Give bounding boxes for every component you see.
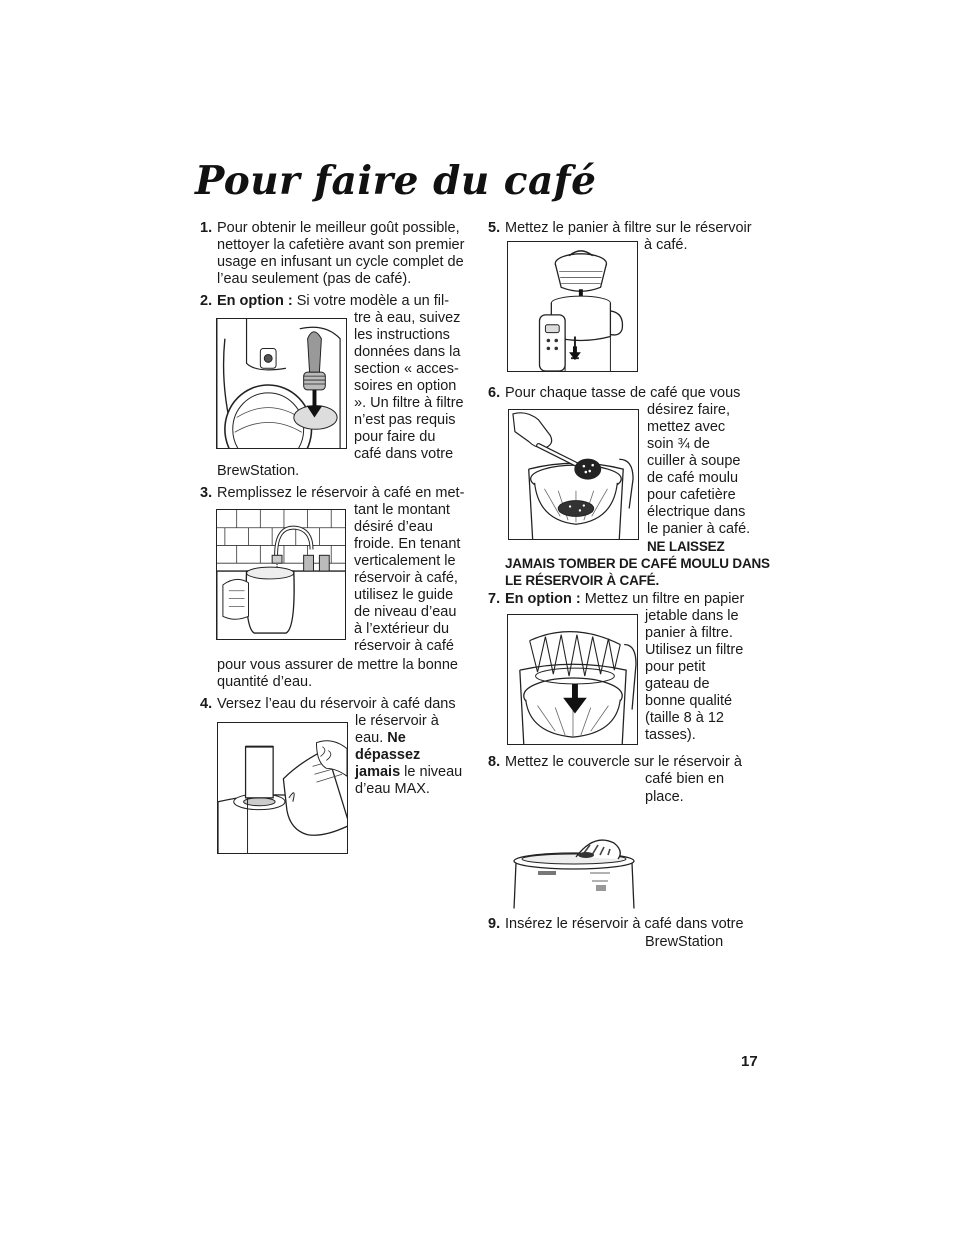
step-3-tail: quantité d’eau. [217,674,313,690]
step-7-number: 7. [488,591,501,607]
step-3-line: utilisez le guide [354,587,454,603]
paper-filter-illustration [507,614,638,745]
step-7-first-rest: Mettez un filtre en papier [580,591,745,607]
step-4-number: 4. [200,696,213,712]
step-4-line-2a: eau. [355,730,388,746]
step-3-line: de niveau d’eau [354,604,457,620]
step-2-first-line [217,293,449,310]
step-2-number: 2. [200,293,213,309]
step-3-first-line: Remplissez le réservoir à café en met- [217,485,465,501]
step-6-line: de café moulu [647,470,739,486]
step-3-line: réservoir à café, [354,570,458,586]
pouring-water-drawing [218,723,347,853]
pouring-water-illustration [217,722,348,854]
step-6-warning: JAMAIS TOMBER DE CAFÉ MOULU DANS [505,556,770,571]
step-7-line: (taille 8 à 12 [645,710,724,726]
faucet-drawing [217,510,345,639]
step-6-line: le panier à café. [647,521,751,537]
step-2-line: café dans votre [354,446,454,462]
step-6-warning: NE LAISSEZ [647,539,725,554]
step-3-tail: pour vous assurer de mettre la bonne [217,657,458,673]
step-1-line: l’eau seulement (pas de café). [217,271,412,287]
step-1-line: nettoyer la cafetière avant son premier [217,237,465,253]
step-4-line-2b: Ne [387,730,406,746]
step-6-warning: LE RÉSERVOIR À CAFÉ. [505,573,660,588]
step-7-line: panier à filtre. [645,625,733,641]
step-2-line: tre à eau, suivez [354,310,461,326]
step-3-line: réservoir à café [354,638,454,654]
step-7-line: pour petit [645,659,706,675]
step-8-first-line: Mettez le couvercle sur le réservoir à [505,754,742,770]
step-4-line-4a: jamais [355,764,401,780]
step-4-line [355,764,462,781]
step-8-line: café bien en [645,771,725,787]
lid-on-reservoir-illustration [510,833,638,909]
step-4-line [355,747,420,764]
step-5-second-line: à café. [644,237,688,253]
step-3-line: à l’extérieur du [354,621,450,637]
step-6-number: 6. [488,385,501,401]
step-4-line: le réservoir à [355,713,439,729]
step-7-line: tasses). [645,727,696,743]
step-2-line: section « acces- [354,361,459,377]
step-9-number: 9. [488,916,501,932]
step-7-line: bonne qualité [645,693,733,709]
step-6-line: mettez avec [647,419,726,435]
step-8-number: 8. [488,754,501,770]
step-4-line: d’eau MAX. [355,781,430,797]
step-6-first-line: Pour chaque tasse de café que vous [505,385,741,401]
step-1-number: 1. [200,220,213,236]
spooning-coffee-illustration [508,409,639,540]
page-number: 17 [741,1053,758,1070]
step-6-line: pour cafetière [647,487,736,503]
step-7-line: Utilisez un filtre [645,642,744,658]
step-8-line: place. [645,789,684,805]
step-1-line: Pour obtenir le meilleur goût possible, [217,220,460,236]
paper-filter-drawing [508,615,637,744]
step-2-tail: BrewStation. [217,463,300,479]
step-5-first-line: Mettez le panier à filtre sur le réservoir [505,220,752,236]
step-2-line: données dans la [354,344,461,360]
step-9-second-line: BrewStation [645,934,724,950]
spooning-coffee-drawing [509,410,638,539]
step-2-first-rest: Si votre modèle a un fil- [292,293,450,309]
step-6-line: cuiller à soupe [647,453,741,469]
step-7-first-line [505,591,744,608]
filter-basket-illustration [507,241,638,372]
step-9-first-line: Insérez le réservoir à café dans votre [505,916,744,932]
step-1-line: usage en infusant un cycle complet de [217,254,464,270]
step-3-number: 3. [200,485,213,501]
page-title: Pour faire du café [195,158,597,204]
step-6-line: électrique dans [647,504,746,520]
step-7-lead: En option : [505,591,581,607]
step-4-line-4b: le niveau [400,764,463,780]
step-3-line: froide. En tenant [354,536,461,552]
step-2-line: les instructions [354,327,450,343]
step-4-line [355,730,406,747]
lid-on-reservoir-drawing [510,833,638,909]
step-4-line-3: dépassez [355,747,421,763]
step-4-first-line: Versez l’eau du réservoir à café dans [217,696,456,712]
step-3-line: tant le montant [354,502,450,518]
step-6-line: désirez faire, [647,402,731,418]
step-2-line: ». Un filtre à filtre [354,395,464,411]
step-2-line: pour faire du [354,429,436,445]
step-6-line: soin ¾ de [647,436,710,452]
step-7-line: gateau de [645,676,710,692]
step-5-number: 5. [488,220,501,236]
step-2-line: soires en option [354,378,457,394]
step-2-line: n’est pas requis [354,412,456,428]
step-3-line: désiré d’eau [354,519,433,535]
filter-basket-drawing [508,242,637,371]
step-3-line: verticalement le [354,553,456,569]
water-filter-drawing [217,319,346,448]
water-filter-illustration [216,318,347,449]
faucet-illustration [216,509,346,640]
step-2-lead: En option : [217,293,293,309]
step-7-line: jetable dans le [645,608,739,624]
